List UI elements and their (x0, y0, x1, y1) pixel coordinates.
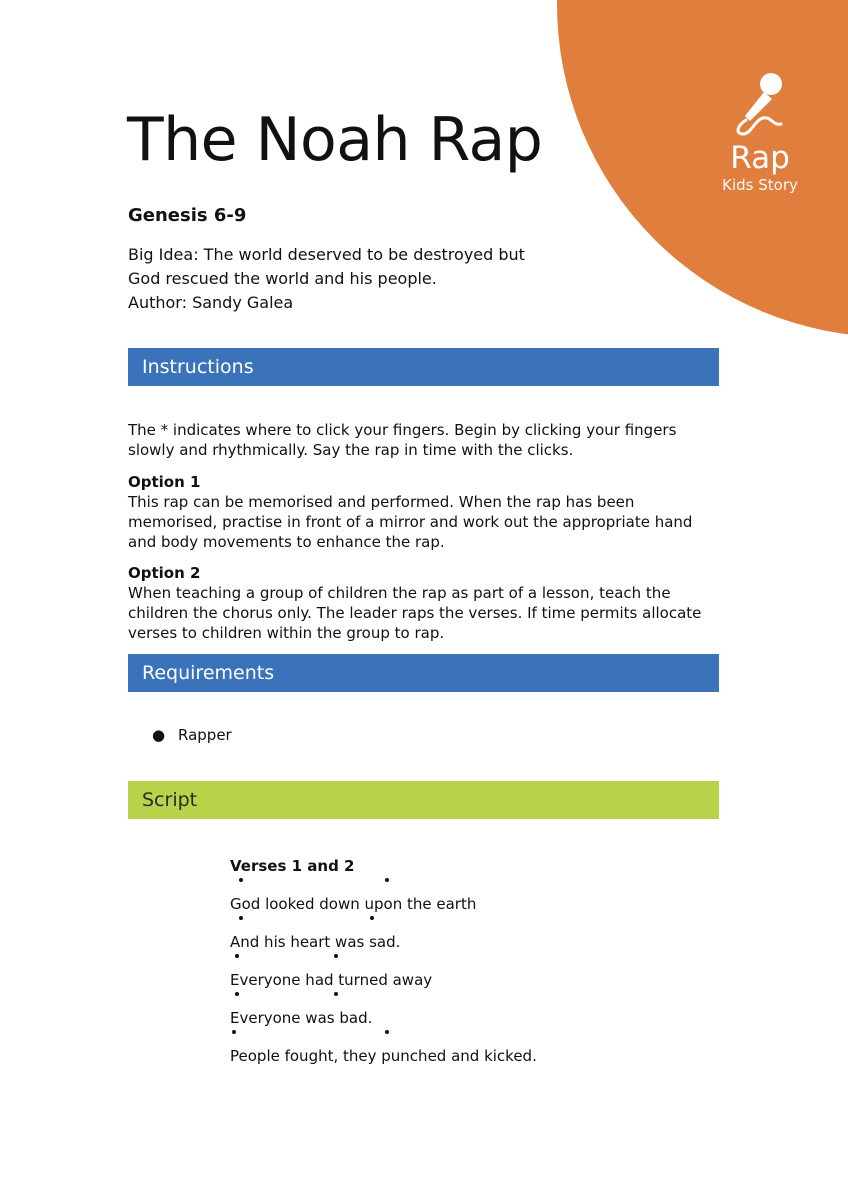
script-line (230, 990, 650, 1028)
option-1-text: This rap can be memorised and performed. When the rap has been memorised, practise in front of a mirror and work out the appropriate hand and body movements to enhance the rap. (128, 493, 693, 551)
script-line (230, 1028, 650, 1066)
click-marker (385, 878, 389, 882)
badge-subtitle: Kids Story (722, 176, 798, 194)
click-marker (385, 1030, 389, 1034)
category-badge (680, 70, 840, 194)
rap-script (230, 856, 650, 1066)
option-1-heading: Option 1 (128, 473, 201, 491)
click-marker (239, 916, 243, 920)
script-line (230, 876, 650, 914)
click-marker (235, 992, 239, 996)
script-line-text: God looked down upon the earth (230, 895, 477, 913)
instructions-body (128, 420, 718, 460)
option-1 (128, 472, 718, 552)
microphone-icon (731, 70, 789, 136)
click-marker (334, 992, 338, 996)
section-header-requirements: Requirements (128, 654, 719, 692)
section-header-script: Script (128, 781, 719, 819)
click-marker (232, 1030, 236, 1034)
script-line (230, 952, 650, 990)
script-line-text: People fought, they punched and kicked. (230, 1047, 537, 1065)
option-2 (128, 563, 718, 643)
story-meta (128, 243, 548, 315)
click-marker (239, 878, 243, 882)
author: Author: Sandy Galea (128, 293, 294, 312)
big-idea-line-1: Big Idea: The world deserved to be destroyed but (128, 245, 525, 264)
bullet-icon: ● (152, 726, 166, 744)
badge-title: Rap (730, 140, 790, 176)
scripture-reference: Genesis 6-9 (128, 205, 247, 226)
list-item (152, 725, 232, 745)
page-title: The Noah Rap (127, 105, 543, 175)
option-2-text: When teaching a group of children the rap as part of a lesson, teach the children the chorus only. The leader raps the verses. If time permits allocate verses to children within the group to rap. (128, 584, 702, 642)
script-line (230, 914, 650, 952)
verse-heading: Verses 1 and 2 (230, 857, 355, 875)
click-marker (334, 954, 338, 958)
click-marker (370, 916, 374, 920)
click-marker (235, 954, 239, 958)
script-line-text: Everyone had turned away (230, 971, 433, 989)
script-line-text: Everyone was bad. (230, 1009, 373, 1027)
option-2-heading: Option 2 (128, 564, 201, 582)
big-idea-line-2: God rescued the world and his people. (128, 269, 437, 288)
script-line-text: And his heart was sad. (230, 933, 401, 951)
requirement-item: Rapper (178, 726, 232, 744)
section-header-instructions: Instructions (128, 348, 719, 386)
instructions-intro: The * indicates where to click your fingers. Begin by clicking your fingers slowly and rhythmically. Say the rap in time with the clicks. (128, 421, 677, 459)
